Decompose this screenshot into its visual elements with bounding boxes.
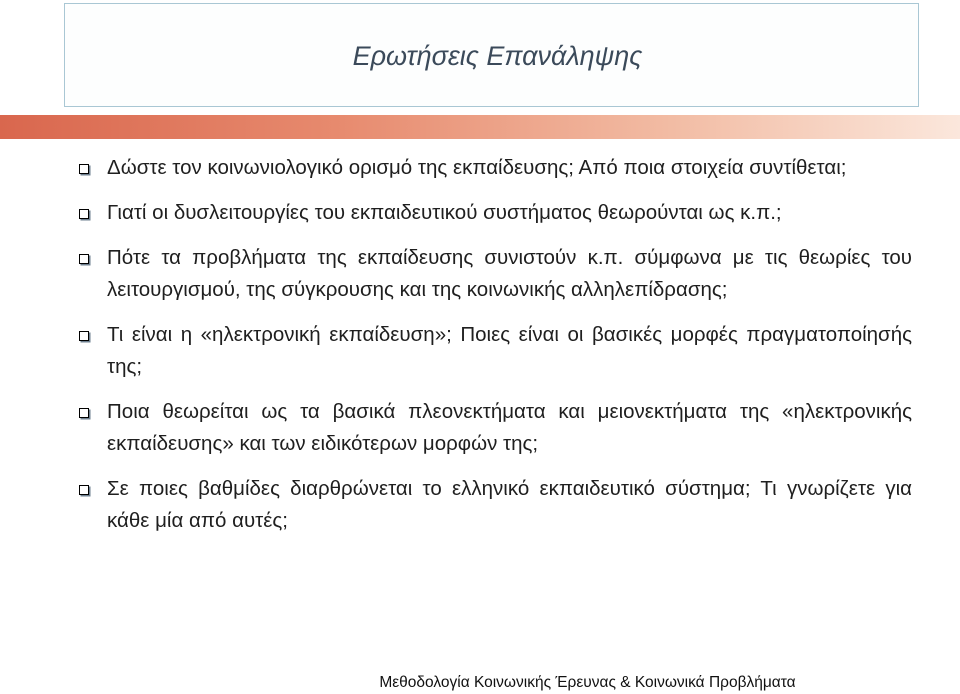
- bullet-text: Τι είναι η «ηλεκτρονική εκπαίδευση»; Ποιες είναι οι βασικές μορφές πραγματοποίησής της;: [107, 323, 912, 378]
- checkbox-square-icon: [79, 164, 89, 174]
- bullet-text: Σε ποιες βαθμίδες διαρθρώνεται το ελληνικό εκπαιδευτικό σύστημα; Τι γνωρίζετε για κάθε μία από αυτές;: [107, 477, 912, 532]
- bullet-item: [70, 197, 912, 229]
- checkbox-square-icon: [79, 408, 89, 418]
- checkbox-square-icon: [79, 209, 89, 219]
- bullet-item: [70, 242, 912, 306]
- bullet-list: [70, 152, 912, 550]
- bullet-text: Πότε τα προβλήματα της εκπαίδευσης συνιστούν κ.π. σύμφωνα με τις θεωρίες του λειτουργισμού, της σύγκρουσης και της κοινωνικής αλληλεπίδρασης;: [107, 246, 912, 301]
- bullet-item: [70, 152, 912, 184]
- checkbox-square-icon: [79, 254, 89, 264]
- slide-footer: Μεθοδολογία Κοινωνικής Έρευνας & Κοινωνικά Προβλήματα: [379, 674, 796, 691]
- bullet-item: [70, 319, 912, 383]
- bullet-item: [70, 473, 912, 537]
- title-box: [64, 3, 919, 107]
- checkbox-square-icon: [79, 331, 89, 341]
- accent-band: [0, 115, 960, 139]
- bullet-text: Δώστε τον κοινωνιολογικό ορισμό της εκπαίδευσης; Από ποια στοιχεία συντίθεται;: [107, 156, 847, 179]
- bullet-text: Γιατί οι δυσλειτουργίες του εκπαιδευτικού συστήματος θεωρούνται ως κ.π.;: [107, 201, 782, 224]
- slide-title: Ερωτήσεις Επανάληψης: [352, 41, 643, 71]
- checkbox-square-icon: [79, 485, 89, 495]
- bullet-text: Ποια θεωρείται ως τα βασικά πλεονεκτήματα και μειονεκτήματα της «ηλεκτρονικής εκπαίδευσης» και των ειδικότερων μορφών της;: [107, 400, 912, 455]
- bullet-item: [70, 396, 912, 460]
